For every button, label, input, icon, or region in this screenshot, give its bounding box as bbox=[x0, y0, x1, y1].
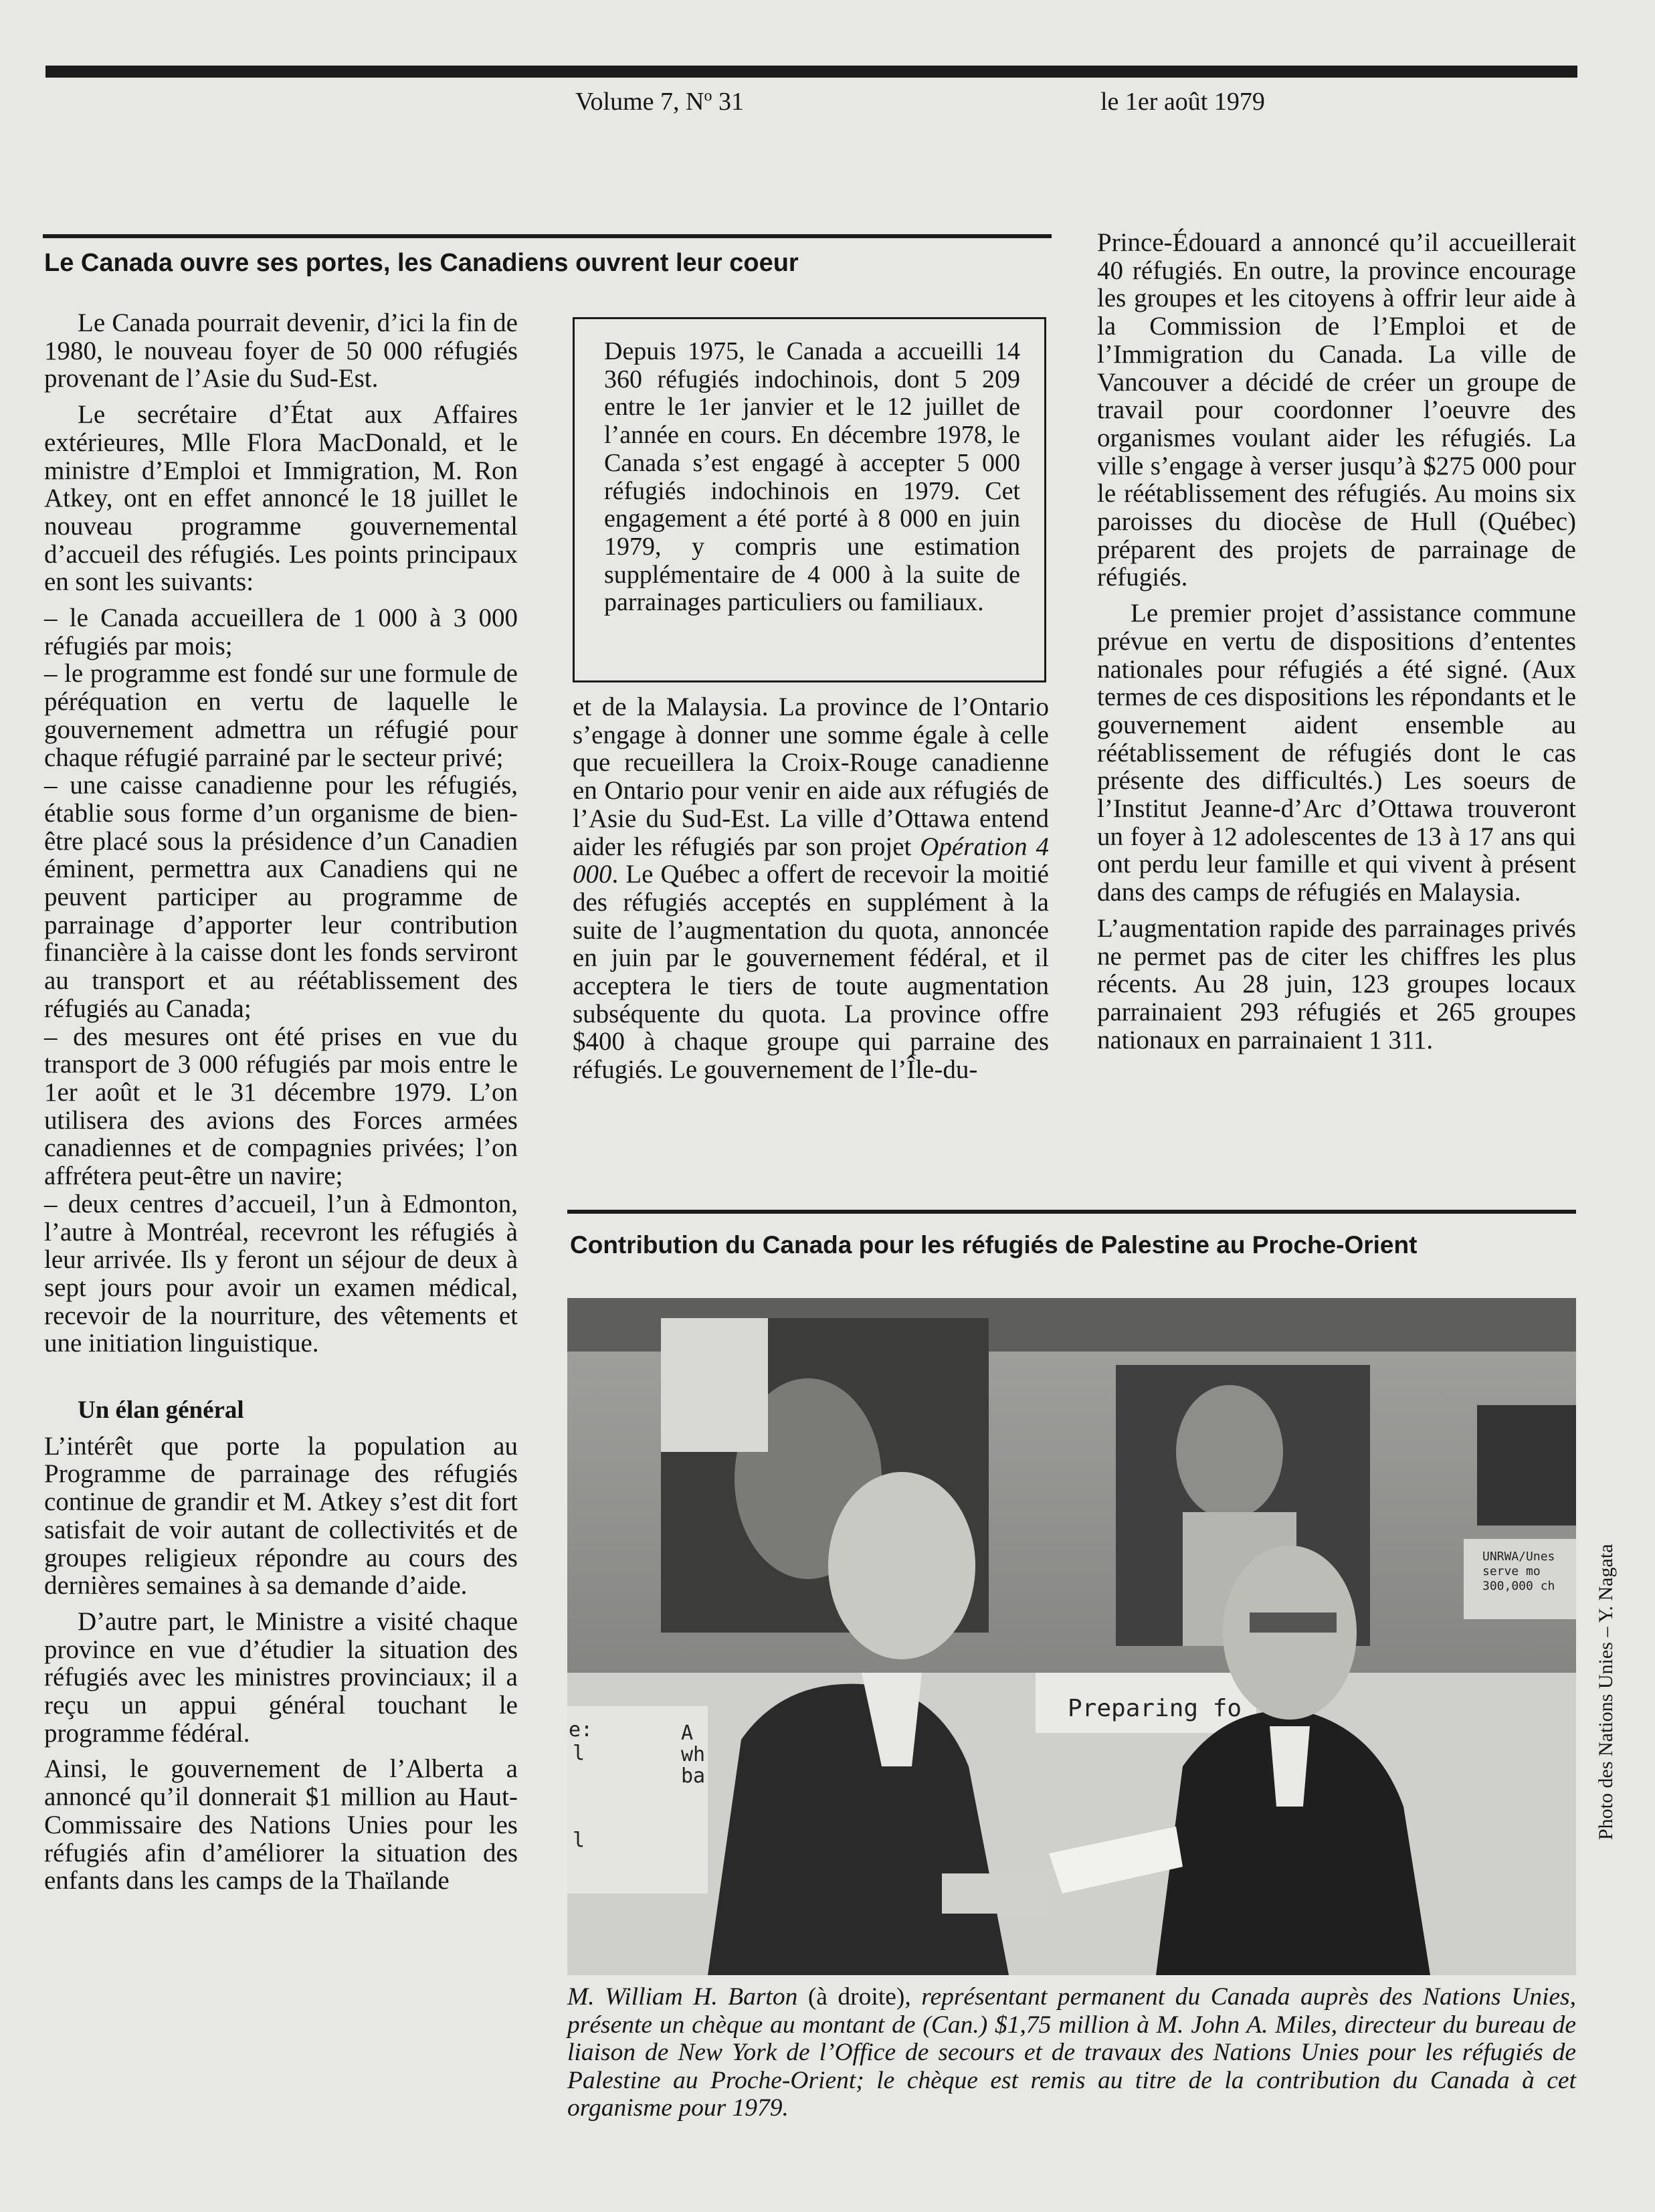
paragraph: Prince-Édouard a annoncé qu’il accueillerait 40 réfugiés. En outre, la province encourage les groupes et les citoyens à offrir leur aide à la Commission de l’Emploi et de l’Immigration du Canada. La ville de Vancouver a décidé de créer un groupe de travail pour coordonner l’oeuvre des organismes voulant aider les réfugiés. La ville s’engage à verser jusqu’à $275 000 pour le réétablissement des réfugiés. Au moins six paroisses du diocèse de Hull (Québec) préparent des projets de parrainage de réfugiés. bbox=[1097, 228, 1576, 592]
sign-left-2: wh bbox=[681, 1743, 706, 1766]
paragraph: Le Canada pourrait devenir, d’ici la fin de 1980, le nouveau foyer de 50 000 réfugiés provenant de l’Asie du Sud-Est. bbox=[44, 308, 518, 393]
paragraph: D’autre part, le Ministre a visité chaque province en vue d’étudier la situation des réfugiés avec les ministres provinciaux; il a reçu un appui général touchant le programme fédéral. bbox=[44, 1606, 518, 1748]
sign-edge-1: e: bbox=[569, 1718, 593, 1742]
sign-preparing: Preparing fo bbox=[1068, 1695, 1242, 1722]
list-item: – le Canada accueillera de 1 000 à 3 000 réfugiés par mois; bbox=[44, 604, 518, 660]
article1-headline: Le Canada ouvre ses portes, les Canadiens ouvrent leur coeur bbox=[44, 249, 799, 277]
sign-unrwa-1: UNRWA/Unes bbox=[1482, 1550, 1555, 1564]
column-1 bbox=[44, 309, 518, 1895]
paragraph: Ainsi, le gouvernement de l’Alberta a annoncé qu’il donnerait $1 million au Haut-Commissaire des Nations Unies pour les réfugiés afin d’améliorer la situation des enfants dans les camps de la Thaïlande bbox=[44, 1754, 518, 1896]
list-item: – une caisse canadienne pour les réfugiés, établie sous forme d’un organisme de bien-être placé sous la présidence d’un Canadien éminent, permettra aux Canadiens qui ne peuvent participer au programme de parrainage d’apporter leur contribution financière à la caisse dont les fonds serviront au transport et au réétablissement des réfugiés au Canada; bbox=[44, 771, 518, 1023]
paragraph: L’intérêt que porte la population au Programme de parrainage des réfugiés continue de grandir et M. Atkey s’est dit fort satisfait de voir autant de collectivités et de groupes religieux répondre au cours des dernières semaines à sa demande d’aide. bbox=[44, 1431, 518, 1600]
sign-left-3: ba bbox=[681, 1764, 706, 1788]
article2-rule bbox=[567, 1210, 1576, 1214]
paragraph: et de la Malaysia. La province de l’Ontario s’engage à donner une somme égale à celle que recueillera la Croix-Rouge canadienne en Ontario pour venir en aide aux réfugiés de l’Asie du Sud-Est. La ville d’Ottawa entend aider les réfugiés par son projet Opération 4 000. Le Québec a offert de recevoir la moitié des réfugiés acceptés en supplément à la suite de l’augmentation du quota, annoncée en juin par le gouvernement fédéral, et il acceptera le tiers de toute augmentation subséquente du quota. La province offre $400 à chaque groupe qui parraine des réfugiés. Le gouvernement de l’Île-du- bbox=[573, 693, 1049, 1085]
photo-credit: Photo des Nations Unies – Y. Nagata bbox=[1595, 1544, 1617, 1840]
list-item: – le programme est fondé sur une formule de péréquation en vertu de laquelle le gouvernement admettra un réfugié pour chaque réfugié parrainé par le secteur privé; bbox=[44, 659, 518, 772]
sign-edge-3: l bbox=[573, 1829, 585, 1852]
issue-date: le 1er août 1979 bbox=[1100, 88, 1265, 116]
program-points-list bbox=[44, 604, 518, 1358]
photo-caption: M. William H. Barton (à droite), représentant permanent du Canada auprès des Nations Unies, présente un chèque au montant de (Can.) $1,75 million à M. John A. Miles, directeur du bureau de liaison de New York de l’Office de secours et de travaux des Nations Unies pour les réfugiés de Palestine au Proche-Orient; le chèque est remis au titre de la contribution du Canada à cet organisme pour 1979. bbox=[567, 1983, 1576, 2122]
volume-number: Volume 7, $N^o$ 31 bbox=[575, 87, 744, 116]
sign-unrwa-2: serve mo bbox=[1482, 1564, 1541, 1578]
sign-unrwa-3: 300,000 ch bbox=[1482, 1579, 1555, 1593]
photo-illustration bbox=[567, 1298, 1576, 1975]
headline-rule bbox=[43, 234, 1052, 238]
paragraph: Le secrétaire d’État aux Affaires extérieures, Mlle Flora MacDonald, et le ministre d’Emploi et Immigration, M. Ron Atkey, ont en effet annoncé le 18 juillet le nouveau programme gouvernemental d’accueil des réfugiés. Les points principaux en sont les suivants: bbox=[44, 400, 518, 597]
sign-left-1: A bbox=[681, 1722, 694, 1745]
masthead-rule bbox=[45, 66, 1577, 78]
column-2 bbox=[573, 693, 1049, 1084]
news-photo bbox=[567, 1298, 1576, 1975]
sign-edge-2: l bbox=[573, 1742, 585, 1765]
statistics-box: Depuis 1975, le Canada a accueilli 14 360 réfugiés indochinois, dont 5 209 entre le 1er janvier et le 12 juillet de l’année en cours. En décembre 1978, le Canada s’est engagé à accepter 5 000 réfugiés indochinois en 1979. Cet engagement a été porté à 8 000 en juin 1979, y compris une estimation supplémentaire de 4 000 à la suite de parrainages particuliers ou familiaux. bbox=[573, 317, 1046, 682]
paragraph: L’augmentation rapide des parrainages privés ne permet pas de citer les chiffres les plus récents. Au 28 juin, 123 groupes locaux parrainaient 293 réfugiés et 265 groupes nationaux en parrainaient 1 311. bbox=[1097, 913, 1576, 1054]
list-item: – des mesures ont été prises en vue du transport de 3 000 réfugiés par mois entre le 1er août et le 31 décembre 1979. L’on utilisera des avions des Forces armées canadiennes et de compagnies privées; l’on affrétera peut-être un navire; bbox=[44, 1022, 518, 1191]
list-item: – deux centres d’accueil, l’un à Edmonton, l’autre à Montréal, recevront les réfugiés à leur arrivée. Ils y feront un séjour de deux à sept jours pour avoir un examen médical, recevoir de la nourriture, des vêtements et une initiation linguistique. bbox=[44, 1189, 518, 1358]
paragraph: Le premier projet d’assistance commune prévue en vertu de dispositions d’ententes nationales pour réfugiés a été signé. (Aux termes de ces dispositions les répondants et le gouvernement aident ensemble au réétablissement de réfugiés dont le cas présente des difficultés.) Les soeurs de l’Institut Jeanne-d’Arc d’Ottawa trouveront un foyer à 12 adolescentes de 13 à 17 ans qui ont perdu leur famille et qui vivent à présent dans des camps de réfugiés en Malaysia. bbox=[1097, 599, 1576, 907]
subheading: Un élan général bbox=[78, 1396, 244, 1424]
article2-headline: Contribution du Canada pour les réfugiés de Palestine au Proche-Orient bbox=[570, 1231, 1418, 1259]
column-3 bbox=[1097, 229, 1576, 1054]
